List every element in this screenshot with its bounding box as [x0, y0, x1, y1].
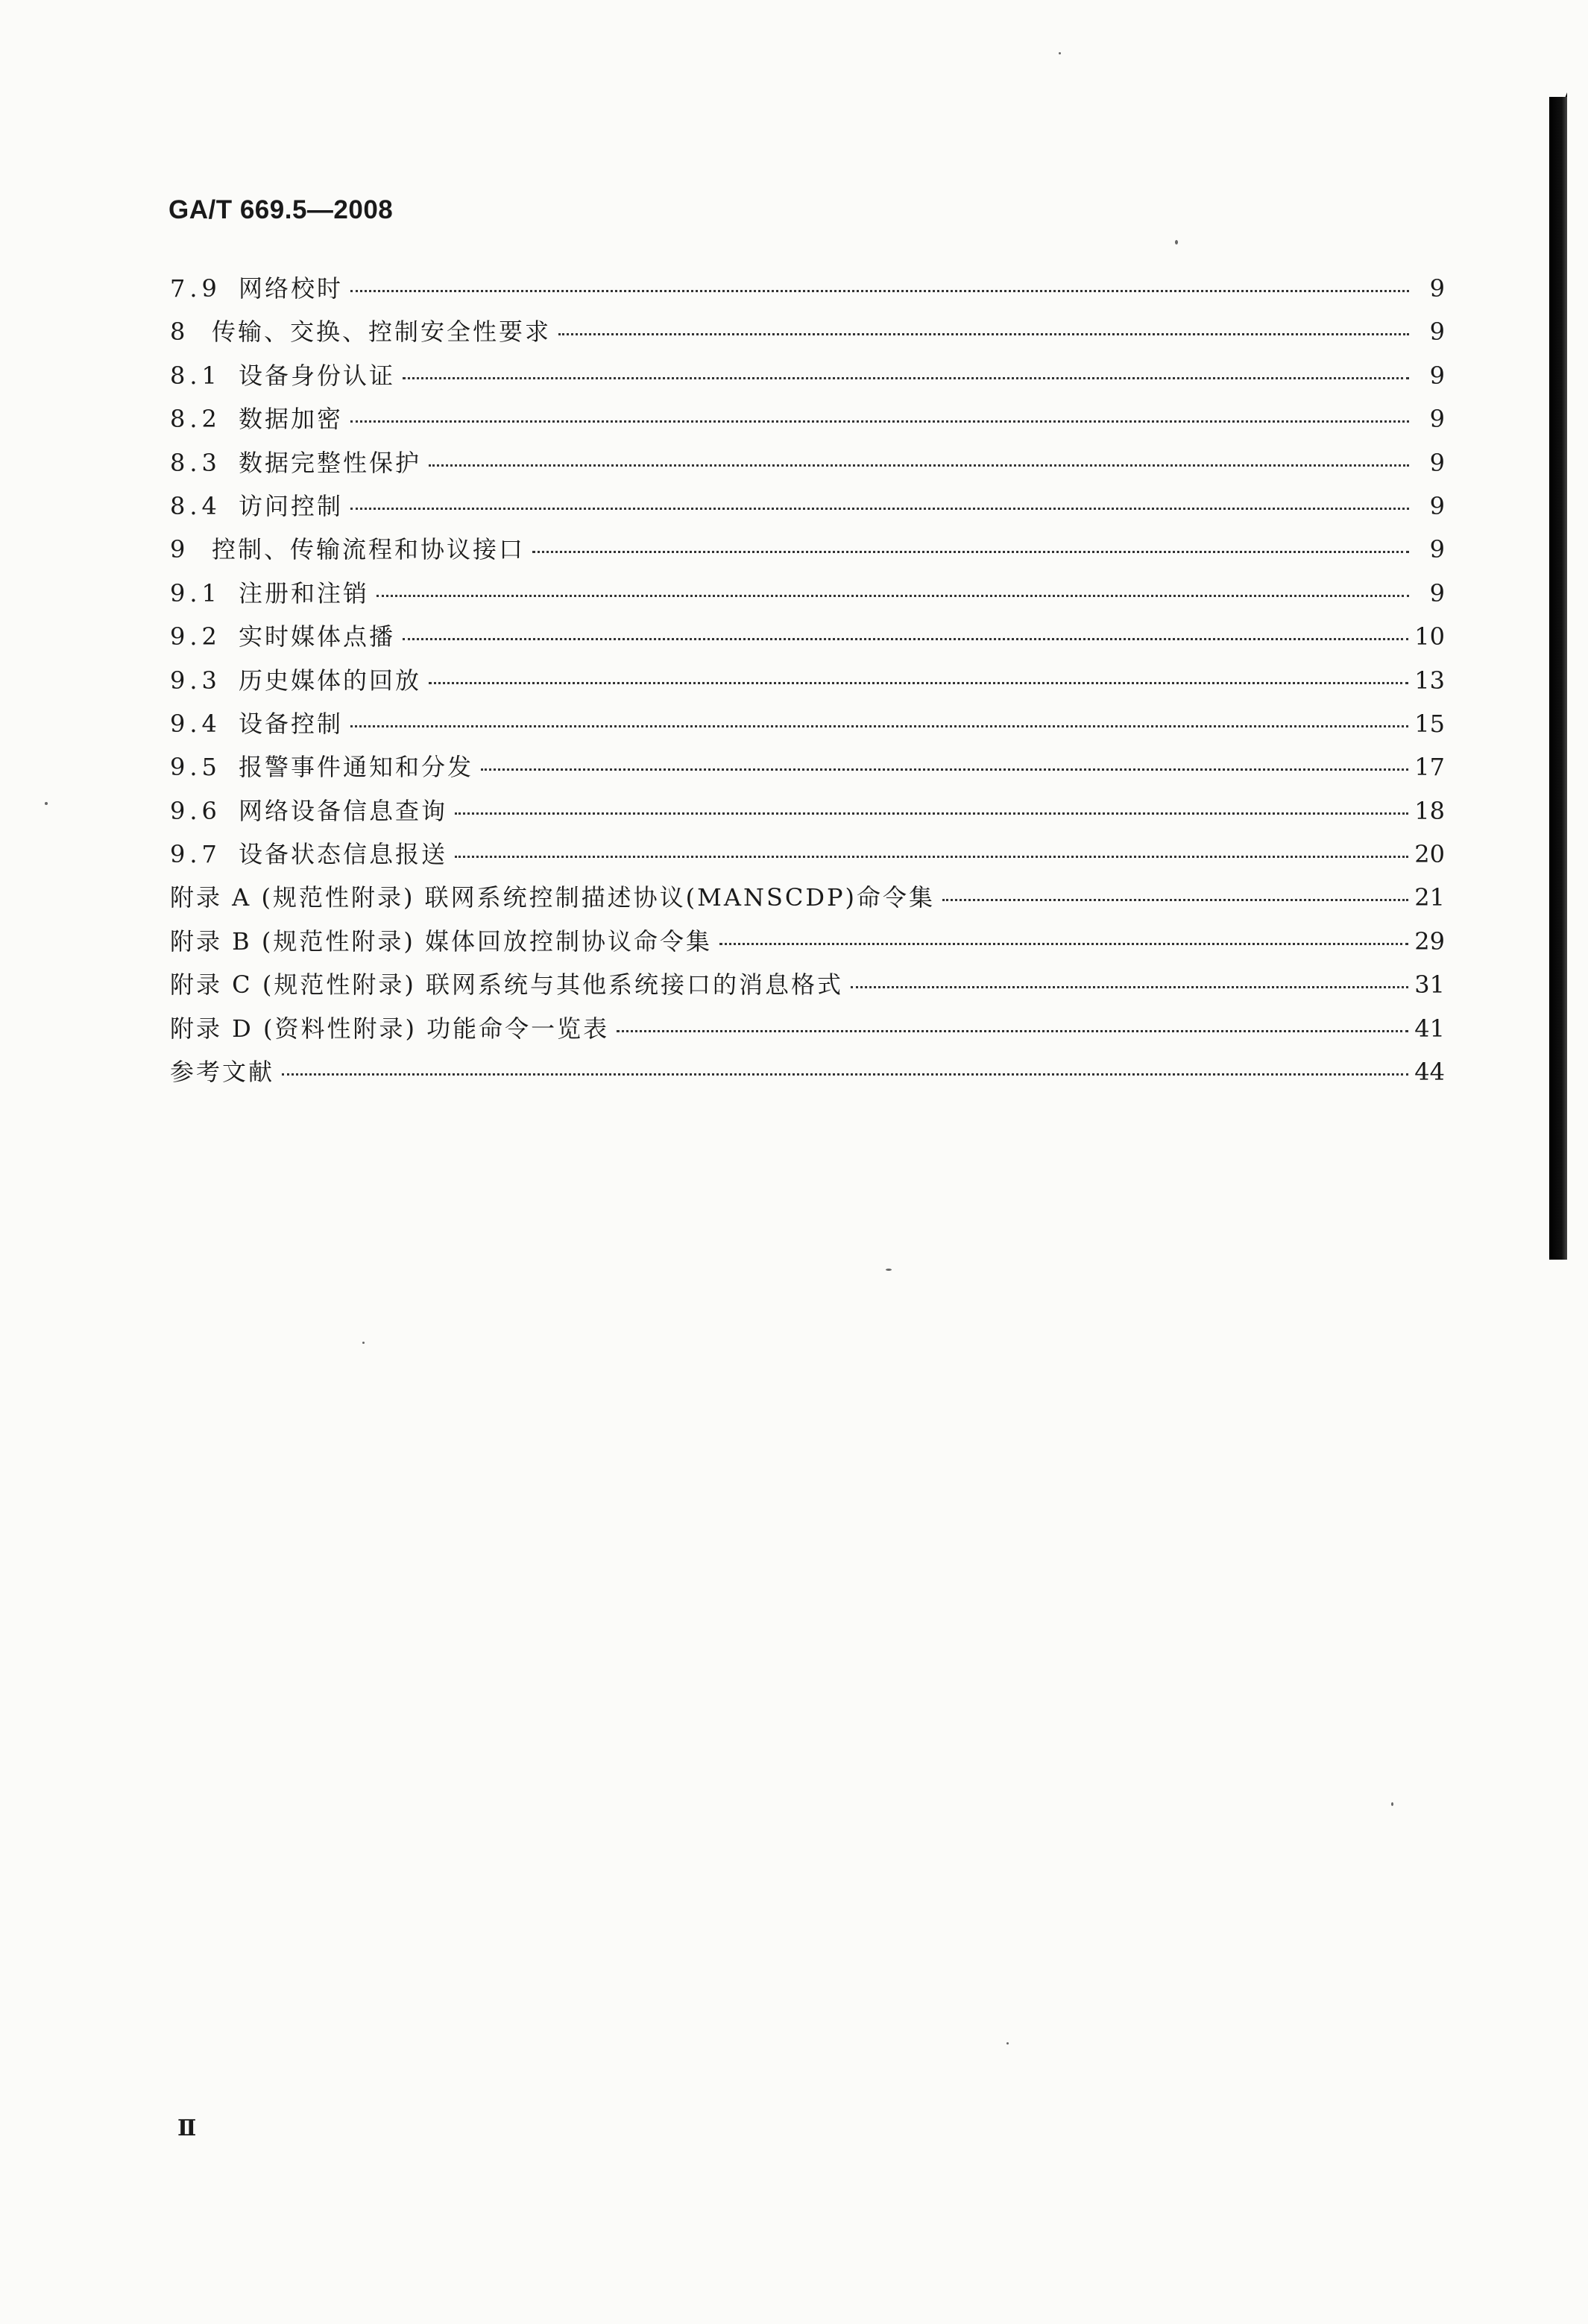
toc-leader-dots — [350, 420, 1409, 423]
toc-entry[interactable] — [170, 354, 1445, 397]
toc-entry-page: 15 — [1414, 709, 1445, 738]
toc-entry[interactable] — [170, 441, 1445, 484]
toc-leader-dots — [350, 290, 1409, 292]
toc-leader-dots — [350, 508, 1409, 510]
toc-leader-dots — [403, 377, 1409, 379]
toc-leader-dots — [350, 725, 1408, 727]
toc-entry-page: 9 — [1429, 578, 1445, 607]
toc-entry[interactable] — [170, 833, 1445, 876]
toc-leader-dots — [429, 682, 1408, 684]
toc-entry-title: 报警事件通知和分发 — [239, 753, 474, 782]
scan-speck — [1175, 240, 1178, 244]
toc-entry[interactable] — [170, 484, 1445, 528]
scan-speck — [886, 1269, 892, 1271]
toc-entry[interactable] — [170, 745, 1445, 789]
toc-entry-page: 9 — [1429, 448, 1445, 477]
toc-entry-title: 数据加密 — [239, 405, 344, 434]
toc-entry-title: 附录 B (规范性附录) 媒体回放控制协议命令集 — [170, 926, 713, 956]
toc-entry-title: 网络校时 — [239, 274, 344, 303]
toc-entry-page: 29 — [1414, 926, 1445, 956]
toc-entry-title: 网络设备信息查询 — [239, 796, 448, 825]
toc-entry[interactable] — [170, 615, 1445, 658]
toc-entry-page: 9 — [1429, 491, 1445, 520]
toc-entry-title: 设备控制 — [239, 709, 344, 738]
toc-entry-page: 9 — [1429, 274, 1445, 303]
toc-entry[interactable] — [170, 702, 1445, 745]
toc-entry[interactable] — [170, 267, 1445, 310]
toc-entry[interactable] — [170, 789, 1445, 833]
toc-entry-page: 17 — [1414, 753, 1445, 782]
toc-entry-page: 10 — [1414, 622, 1445, 651]
toc-entry-title: 附录 D (资料性附录) 功能命令一览表 — [170, 1014, 610, 1043]
toc-leader-dots — [429, 464, 1409, 467]
toc-leader-dots — [617, 1030, 1408, 1032]
toc-entry-number: 9.2 — [170, 622, 221, 651]
toc-entry-number: 9 — [170, 535, 190, 564]
toc-entry-title: 实时媒体点播 — [239, 622, 396, 651]
toc-entry-title: 附录 C (规范性附录) 联网系统与其他系统接口的消息格式 — [170, 970, 843, 1000]
toc-entry[interactable] — [170, 310, 1445, 353]
toc-entry-number: 8.2 — [170, 405, 221, 434]
toc-entry-number: 8.4 — [170, 491, 221, 520]
toc-entry-title: 设备状态信息报送 — [239, 840, 448, 869]
scan-speck — [45, 802, 48, 805]
toc-leader-dots — [942, 899, 1408, 901]
toc-entry-page: 44 — [1414, 1058, 1445, 1087]
scan-speck — [1006, 2042, 1009, 2044]
toc-entry-page: 9 — [1429, 405, 1445, 434]
toc-entry-page: 9 — [1429, 361, 1445, 390]
standard-code: GA/T 669.5—2008 — [168, 195, 394, 224]
toc-entry-number: 9.3 — [170, 666, 221, 695]
toc-leader-dots — [558, 333, 1409, 335]
toc-leader-dots — [403, 638, 1408, 640]
toc-leader-dots — [455, 812, 1408, 815]
toc-entry-appendix-a[interactable] — [170, 876, 1445, 919]
toc-leader-dots — [481, 768, 1408, 771]
toc-entry-title: 传输、交换、控制安全性要求 — [212, 318, 552, 347]
toc-entry-page: 18 — [1414, 796, 1445, 825]
toc-entry-page: 13 — [1414, 666, 1445, 695]
page-number: Ⅱ — [177, 2115, 197, 2141]
toc-entry-title: 参考文献 — [170, 1058, 275, 1087]
toc-entry-appendix-d[interactable] — [170, 1007, 1445, 1050]
toc-entry-page: 20 — [1414, 840, 1445, 869]
toc-leader-dots — [282, 1073, 1408, 1076]
toc-entry-number: 9.6 — [170, 796, 221, 825]
toc-entry-appendix-b[interactable] — [170, 920, 1445, 963]
toc-leader-dots — [851, 986, 1408, 988]
toc-entry-number: 8.3 — [170, 448, 221, 477]
toc-entry-appendix-c[interactable] — [170, 963, 1445, 1006]
toc-entry-page: 21 — [1414, 883, 1445, 912]
toc-entry-number: 7.9 — [170, 274, 221, 303]
toc-entry-number: 9.1 — [170, 578, 221, 607]
toc-entry-page: 41 — [1414, 1014, 1445, 1043]
toc-entry[interactable] — [170, 572, 1445, 615]
scan-speck — [1059, 52, 1061, 54]
toc-entry-title: 访问控制 — [239, 491, 344, 520]
toc-entry-title: 历史媒体的回放 — [239, 666, 422, 695]
scan-speck — [1391, 1802, 1393, 1806]
scan-edge-shadow — [1549, 97, 1567, 1260]
toc-entry-page: 9 — [1429, 318, 1445, 347]
toc-entry-title: 注册和注销 — [239, 578, 370, 607]
toc-leader-dots — [455, 856, 1408, 858]
toc-entry-title: 设备身份认证 — [239, 361, 396, 390]
toc-entry-title: 控制、传输流程和协议接口 — [212, 535, 526, 564]
toc-entry-number: 8.1 — [170, 361, 221, 390]
toc-entry-page: 31 — [1414, 970, 1445, 1000]
toc-leader-dots — [376, 595, 1409, 597]
toc-entry-number: 8 — [170, 318, 190, 347]
toc-entry-number: 9.7 — [170, 840, 221, 869]
table-of-contents — [170, 267, 1445, 1093]
toc-entry-title: 附录 A (规范性附录) 联网系统控制描述协议(MANSCDP)命令集 — [170, 883, 936, 912]
toc-entry-page: 9 — [1429, 535, 1445, 564]
toc-entry-number: 9.5 — [170, 753, 221, 782]
toc-leader-dots — [719, 943, 1408, 945]
toc-entry-title: 数据完整性保护 — [239, 448, 422, 477]
toc-entry[interactable] — [170, 659, 1445, 702]
toc-entry-number: 9.4 — [170, 709, 221, 738]
toc-entry-references[interactable] — [170, 1050, 1445, 1093]
scan-speck — [362, 1342, 365, 1344]
toc-entry[interactable] — [170, 528, 1445, 571]
toc-entry[interactable] — [170, 397, 1445, 441]
toc-leader-dots — [532, 551, 1409, 553]
